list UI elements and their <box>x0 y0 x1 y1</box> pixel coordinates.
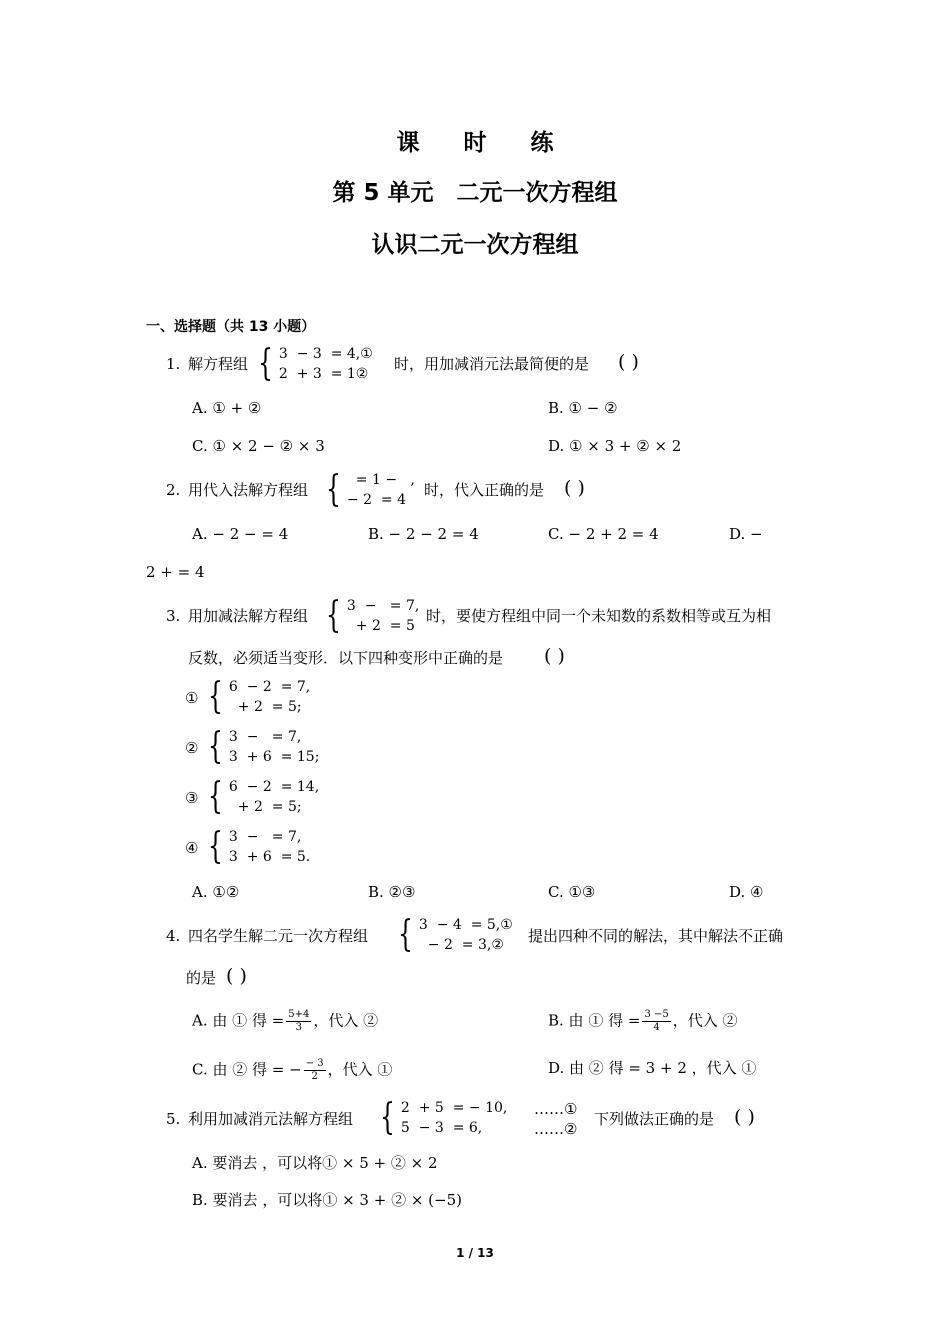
q5-option-a: A. 要消去 ，可以将① × 5 + ② × 2 <box>192 1154 438 1172</box>
q3-opt4-eq1: 3 − = 7, <box>228 829 302 845</box>
q4-a-post: ，代入 ② <box>313 1011 379 1030</box>
q2-option-d-continued: 2 + = 4 <box>146 563 205 581</box>
q2-option-c: C. − 2 + 2 = 4 <box>548 525 659 543</box>
page-number: 1 / 13 <box>456 1246 494 1260</box>
worksheet-title: 课 时 练 <box>396 130 572 156</box>
q4-c-pre: C. 由 ② 得 = − <box>192 1060 302 1079</box>
q3-opt2-eq1: 3 − = 7, <box>228 729 302 745</box>
q4-b-numerator: 3 −5 <box>644 1009 669 1020</box>
q2-lead: 用代入法解方程组 <box>188 481 309 499</box>
q3-opt1-eq1: 6 − 2 = 7, <box>228 679 311 695</box>
q4-c-fraction <box>304 1058 326 1083</box>
q2-option-b: B. − 2 − 2 = 4 <box>368 525 479 543</box>
q1-answer-paren: ( ) <box>618 351 639 373</box>
q1-eq1: 3 − 3 = 4,① <box>278 346 373 362</box>
q3-opt4-system <box>204 827 310 867</box>
q3-option-d: D. ④ <box>729 883 764 901</box>
q4-eq2: − 2 = 3,② <box>418 937 504 953</box>
q3-opt4-eq2: 3 + 6 = 5. <box>228 849 311 865</box>
q3-opt3-system <box>204 777 319 817</box>
left-brace-icon: { <box>326 595 341 636</box>
q4-line2: 的是 <box>186 969 217 987</box>
q2-eq2: − 2 = 4 <box>346 492 406 508</box>
q3-equation-system <box>322 596 419 636</box>
q3-number: 3. <box>166 607 181 625</box>
q1-option-b: B. ① − ② <box>548 399 618 417</box>
q3-eq1: 3 − = 7, <box>346 598 420 614</box>
q4-c-numerator: − 3 <box>305 1058 324 1069</box>
q1-option-d: D. ① × 3 + ② × 2 <box>548 437 682 455</box>
q4-b-denominator: 4 <box>653 1022 660 1033</box>
q4-a-fraction <box>286 1009 311 1034</box>
q5-mark2: ……② <box>534 1120 578 1138</box>
lesson-title: 认识二元一次方程组 <box>371 232 579 258</box>
q3-eq2: + 2 = 5 <box>346 618 415 634</box>
left-brace-icon: { <box>380 1097 395 1138</box>
q5-mark1: ……① <box>534 1100 578 1118</box>
left-brace-icon: { <box>208 726 223 767</box>
unit-title: 第 5 单元 二元一次方程组 <box>332 180 618 206</box>
q4-a-denominator: 3 <box>295 1022 302 1033</box>
q4-eq1: 3 − 4 = 5,① <box>418 917 513 933</box>
q4-option-b <box>548 1009 738 1034</box>
q5-answer-paren: ( ) <box>734 1106 755 1128</box>
q3-option-a: A. ①② <box>192 883 240 901</box>
left-brace-icon: { <box>208 826 223 867</box>
q4-b-post: ，代入 ② <box>672 1011 738 1030</box>
q4-number: 4. <box>166 927 181 945</box>
q3-tail: 时，要使方程组中同一个未知数的系数相等或互为相 <box>426 607 772 625</box>
q3-answer-paren: ( ) <box>544 645 565 667</box>
q3-line2: 反数，必须适当变形．以下四种变形中正确的是 <box>188 649 504 667</box>
q2-option-d: D. − <box>729 525 763 543</box>
q4-b-pre: B. 由 ① 得 = <box>548 1011 641 1030</box>
q1-lead: 解方程组 <box>188 355 249 373</box>
q5-eq1: 2 + 5 = − 10, <box>400 1100 508 1116</box>
q4-option-a <box>192 1009 378 1034</box>
q4-a-pre: A. 由 ① 得 = <box>192 1011 285 1030</box>
q4-c-post: ，代入 ① <box>327 1060 393 1079</box>
q3-opt4-label: ④ <box>185 839 199 857</box>
section-heading: 一、选择题（共 13 小题） <box>146 319 316 335</box>
q1-equation-system <box>254 344 373 384</box>
q4-answer-paren: ( ) <box>226 965 247 987</box>
q3-opt3-eq2: + 2 = 5; <box>228 799 302 815</box>
q2-number: 2. <box>166 481 181 499</box>
q4-c-denominator: 2 <box>311 1071 318 1082</box>
q3-opt1-system <box>204 677 310 717</box>
q5-lead: 利用加减消元法解方程组 <box>188 1110 354 1128</box>
left-brace-icon: { <box>208 676 223 717</box>
q3-opt2-eq2: 3 + 6 = 15; <box>228 749 320 765</box>
left-brace-icon: { <box>398 914 413 955</box>
q5-number: 5. <box>166 1110 181 1128</box>
q5-option-b: B. 要消去 ，可以将① × 3 + ② × (−5) <box>192 1191 463 1209</box>
q4-lead: 四名学生解二元一次方程组 <box>188 927 369 945</box>
q3-opt3-label: ③ <box>185 789 199 807</box>
q5-eq2: 5 − 3 = 6, <box>400 1120 483 1136</box>
q2-eq1: = 1 − , <box>346 472 415 488</box>
q1-option-a: A. ① + ② <box>192 399 262 417</box>
q2-answer-paren: ( ) <box>564 477 585 499</box>
q1-eq2: 2 + 3 = 1② <box>278 366 369 382</box>
q3-opt1-eq2: + 2 = 5; <box>228 699 302 715</box>
q1-number: 1. <box>166 355 181 373</box>
q4-tail: 提出四种不同的解法，其中解法不正确 <box>528 927 784 945</box>
q3-opt1-label: ① <box>185 689 199 707</box>
q2-tail: 时，代入正确的是 <box>424 481 545 499</box>
left-brace-icon: { <box>208 776 223 817</box>
q2-equation-system <box>322 470 415 510</box>
q1-option-c: C. ① × 2 − ② × 3 <box>192 437 325 455</box>
q4-equation-system <box>394 915 513 955</box>
q1-tail: 时，用加减消元法最简便的是 <box>394 355 590 373</box>
q2-option-a: A. − 2 − = 4 <box>192 525 289 543</box>
q3-option-c: C. ①③ <box>548 883 596 901</box>
left-brace-icon: { <box>258 343 273 384</box>
q3-opt2-label: ② <box>185 739 199 757</box>
q5-equation-system <box>376 1098 507 1138</box>
q3-opt2-system <box>204 727 319 767</box>
q4-b-fraction <box>642 1009 670 1034</box>
q5-tail: 下列做法正确的是 <box>594 1110 715 1128</box>
q3-opt3-eq1: 6 − 2 = 14, <box>228 779 320 795</box>
q4-option-c <box>192 1058 392 1083</box>
q4-option-d: D. 由 ② 得 = 3 + 2 ，代入 ① <box>548 1059 757 1077</box>
q3-lead: 用加减法解方程组 <box>188 607 309 625</box>
left-brace-icon: { <box>326 469 341 510</box>
q4-a-numerator: 5+4 <box>288 1009 310 1020</box>
q3-option-b: B. ②③ <box>368 883 416 901</box>
